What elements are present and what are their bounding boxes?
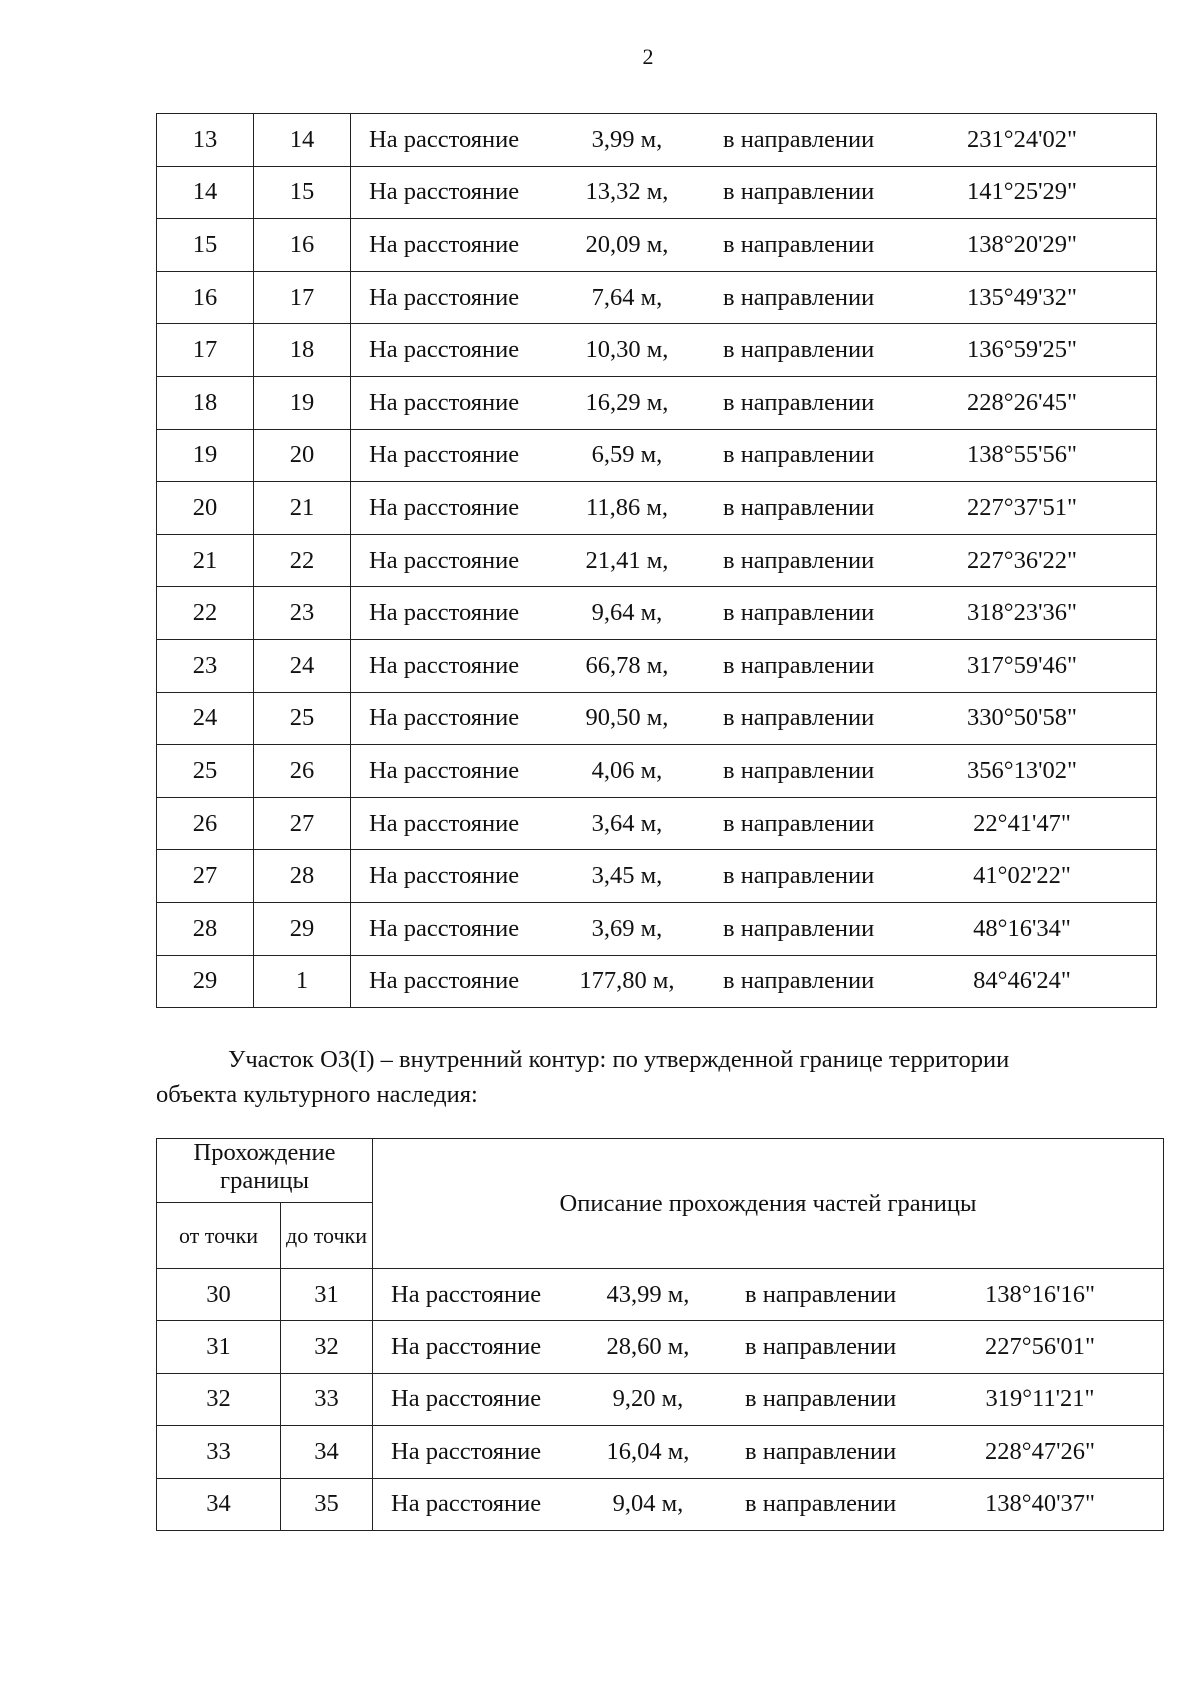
segment-description <box>351 166 1157 219</box>
direction-label: в направлении <box>723 809 875 837</box>
distance-value: 16,04 м, <box>606 1437 690 1465</box>
from-point: 14 <box>157 166 254 219</box>
from-point: 32 <box>157 1373 281 1425</box>
direction-label: в направлении <box>723 336 875 364</box>
distance-label: На расстояние <box>369 704 520 732</box>
distance-label: На расстояние <box>369 178 520 206</box>
direction-angle: 84°46'24" <box>973 967 1071 995</box>
direction-angle: 330°50'58" <box>967 704 1077 732</box>
distance-label: На расстояние <box>369 967 520 995</box>
distance-label: На расстояние <box>369 546 520 574</box>
direction-label: в направлении <box>745 1437 897 1465</box>
segment-description <box>351 429 1157 482</box>
from-point: 16 <box>157 271 254 324</box>
table-row <box>157 482 1157 535</box>
to-point: 1 <box>254 955 351 1008</box>
segment-description <box>351 219 1157 272</box>
direction-angle: 138°40'37" <box>985 1490 1095 1518</box>
to-point: 23 <box>254 587 351 640</box>
from-point: 13 <box>157 114 254 167</box>
direction-angle: 319°11'21" <box>985 1385 1095 1413</box>
direction-label: в направлении <box>723 967 875 995</box>
distance-value: 3,64 м, <box>591 809 663 837</box>
distance-value: 3,99 м, <box>591 125 663 153</box>
distance-label: На расстояние <box>391 1333 542 1361</box>
direction-angle: 356°13'02" <box>967 756 1077 784</box>
distance-label: На расстояние <box>391 1280 542 1308</box>
direction-label: в направлении <box>745 1333 897 1361</box>
direction-angle: 227°36'22" <box>967 546 1077 574</box>
distance-label: На расстояние <box>369 336 520 364</box>
distance-label: На расстояние <box>369 441 520 469</box>
segment-description <box>351 797 1157 850</box>
from-point: 20 <box>157 482 254 535</box>
distance-label: На расстояние <box>369 493 520 521</box>
distance-value: 43,99 м, <box>606 1280 690 1308</box>
distance-label: На расстояние <box>391 1385 542 1413</box>
segment-description <box>351 692 1157 745</box>
direction-label: в направлении <box>723 756 875 784</box>
distance-label: На расстояние <box>391 1490 542 1518</box>
distance-label: На расстояние <box>369 651 520 679</box>
boundary-table-inner-body <box>157 1269 1164 1531</box>
direction-angle: 136°59'25" <box>967 336 1077 364</box>
table-row <box>157 166 1157 219</box>
distance-label: На расстояние <box>369 809 520 837</box>
from-point: 31 <box>157 1321 281 1373</box>
direction-label: в направлении <box>723 599 875 627</box>
direction-angle: 138°55'56" <box>967 441 1077 469</box>
segment-description <box>373 1321 1164 1373</box>
from-point: 18 <box>157 376 254 429</box>
table-row <box>157 1478 1164 1530</box>
to-point: 29 <box>254 902 351 955</box>
table-row <box>157 271 1157 324</box>
table-row <box>157 324 1157 377</box>
to-point: 33 <box>281 1373 373 1425</box>
boundary-table-outer <box>156 113 1157 1008</box>
page-number: 2 <box>642 44 654 69</box>
distance-value: 13,32 м, <box>585 178 669 206</box>
direction-label: в направлении <box>723 704 875 732</box>
distance-value: 21,41 м, <box>585 546 669 574</box>
direction-angle: 228°47'26" <box>985 1437 1095 1465</box>
distance-value: 4,06 м, <box>591 756 663 784</box>
distance-value: 9,04 м, <box>612 1490 684 1518</box>
from-point: 26 <box>157 797 254 850</box>
distance-value: 11,86 м, <box>586 493 668 521</box>
segment-description <box>351 902 1157 955</box>
table-row <box>157 639 1157 692</box>
to-point: 20 <box>254 429 351 482</box>
segment-description <box>351 587 1157 640</box>
to-point: 16 <box>254 219 351 272</box>
direction-angle: 228°26'45" <box>967 388 1077 416</box>
to-point: 25 <box>254 692 351 745</box>
table-row <box>157 902 1157 955</box>
distance-value: 9,64 м, <box>591 599 663 627</box>
intro-line-2: объекта культурного наследия: <box>156 1081 478 1108</box>
table-row <box>157 850 1157 903</box>
distance-label: На расстояние <box>369 756 520 784</box>
direction-angle: 141°25'29" <box>967 178 1077 206</box>
from-point: 21 <box>157 534 254 587</box>
distance-label: На расстояние <box>369 914 520 942</box>
table-row <box>157 745 1157 798</box>
distance-value: 90,50 м, <box>585 704 669 732</box>
direction-angle: 138°20'29" <box>967 230 1077 258</box>
direction-angle: 48°16'34" <box>973 914 1071 942</box>
distance-value: 16,29 м, <box>585 388 669 416</box>
distance-label: На расстояние <box>391 1437 542 1465</box>
direction-angle: 22°41'47" <box>973 809 1071 837</box>
from-point: 23 <box>157 639 254 692</box>
table-row <box>157 429 1157 482</box>
direction-label: в направлении <box>723 125 875 153</box>
from-point: 19 <box>157 429 254 482</box>
direction-angle: 318°23'36" <box>967 599 1077 627</box>
section-intro <box>156 1042 1156 1112</box>
to-point: 22 <box>254 534 351 587</box>
header-from-point: от точки <box>157 1203 281 1269</box>
from-point: 15 <box>157 219 254 272</box>
distance-value: 66,78 м, <box>585 651 669 679</box>
segment-description <box>351 850 1157 903</box>
direction-label: в направлении <box>745 1385 897 1413</box>
to-point: 27 <box>254 797 351 850</box>
from-point: 24 <box>157 692 254 745</box>
to-point: 24 <box>254 639 351 692</box>
distance-value: 177,80 м, <box>579 967 675 995</box>
segment-description <box>351 745 1157 798</box>
direction-label: в направлении <box>723 441 875 469</box>
segment-description <box>351 114 1157 167</box>
to-point: 31 <box>281 1269 373 1321</box>
direction-label: в направлении <box>745 1280 897 1308</box>
table-row <box>157 1269 1164 1321</box>
header-to-point: до точки <box>281 1203 373 1269</box>
to-point: 15 <box>254 166 351 219</box>
to-point: 14 <box>254 114 351 167</box>
segment-description <box>373 1269 1164 1321</box>
direction-label: в направлении <box>723 914 875 942</box>
segment-description <box>351 376 1157 429</box>
table-row <box>157 219 1157 272</box>
distance-value: 10,30 м, <box>585 336 669 364</box>
table-row <box>157 376 1157 429</box>
from-point: 29 <box>157 955 254 1008</box>
distance-label: На расстояние <box>369 599 520 627</box>
direction-angle: 135°49'32" <box>967 283 1077 311</box>
intro-line-1: Участок ОЗ(I) – внутренний контур: по утвержденной границе территории <box>228 1046 1010 1073</box>
table-row <box>157 114 1157 167</box>
table-row <box>157 1373 1164 1425</box>
direction-angle: 317°59'46" <box>967 651 1077 679</box>
distance-label: На расстояние <box>369 125 520 153</box>
table-row <box>157 587 1157 640</box>
to-point: 35 <box>281 1478 373 1530</box>
direction-angle: 138°16'16" <box>985 1280 1095 1308</box>
segment-description <box>373 1426 1164 1478</box>
to-point: 19 <box>254 376 351 429</box>
segment-description <box>373 1373 1164 1425</box>
to-point: 28 <box>254 850 351 903</box>
distance-label: На расстояние <box>369 862 520 890</box>
direction-label: в направлении <box>745 1490 897 1518</box>
direction-angle: 41°02'22" <box>973 862 1071 890</box>
boundary-table-outer-body <box>157 114 1157 1008</box>
segment-description <box>351 482 1157 535</box>
direction-angle: 227°56'01" <box>985 1333 1095 1361</box>
segment-description <box>351 534 1157 587</box>
table-row <box>157 1426 1164 1478</box>
to-point: 26 <box>254 745 351 798</box>
segment-description <box>373 1478 1164 1530</box>
segment-description <box>351 955 1157 1008</box>
direction-label: в направлении <box>723 283 875 311</box>
to-point: 18 <box>254 324 351 377</box>
to-point: 32 <box>281 1321 373 1373</box>
distance-value: 3,69 м, <box>591 914 663 942</box>
direction-label: в направлении <box>723 493 875 521</box>
direction-angle: 227°37'51" <box>967 493 1077 521</box>
header-description: Описание прохождения частей границы <box>373 1139 1164 1269</box>
distance-label: На расстояние <box>369 388 520 416</box>
from-point: 33 <box>157 1426 281 1478</box>
boundary-table-inner <box>156 1138 1164 1531</box>
from-point: 28 <box>157 902 254 955</box>
from-point: 30 <box>157 1269 281 1321</box>
distance-value: 28,60 м, <box>606 1333 690 1361</box>
to-point: 34 <box>281 1426 373 1478</box>
from-point: 22 <box>157 587 254 640</box>
from-point: 27 <box>157 850 254 903</box>
table-row <box>157 955 1157 1008</box>
segment-description <box>351 324 1157 377</box>
from-point: 17 <box>157 324 254 377</box>
direction-label: в направлении <box>723 178 875 206</box>
distance-label: На расстояние <box>369 283 520 311</box>
direction-label: в направлении <box>723 862 875 890</box>
to-point: 17 <box>254 271 351 324</box>
direction-label: в направлении <box>723 651 875 679</box>
direction-label: в направлении <box>723 230 875 258</box>
header-passage: Прохождение границы <box>157 1139 373 1203</box>
distance-value: 20,09 м, <box>585 230 669 258</box>
distance-label: На расстояние <box>369 230 520 258</box>
segment-description <box>351 271 1157 324</box>
segment-description <box>351 639 1157 692</box>
direction-angle: 231°24'02" <box>967 125 1077 153</box>
to-point: 21 <box>254 482 351 535</box>
table-row <box>157 534 1157 587</box>
from-point: 34 <box>157 1478 281 1530</box>
from-point: 25 <box>157 745 254 798</box>
direction-label: в направлении <box>723 546 875 574</box>
distance-value: 7,64 м, <box>591 283 663 311</box>
distance-value: 6,59 м, <box>591 441 663 469</box>
table-row <box>157 692 1157 745</box>
distance-value: 3,45 м, <box>591 862 663 890</box>
direction-label: в направлении <box>723 388 875 416</box>
distance-value: 9,20 м, <box>612 1385 684 1413</box>
table-row <box>157 1321 1164 1373</box>
table-row <box>157 797 1157 850</box>
